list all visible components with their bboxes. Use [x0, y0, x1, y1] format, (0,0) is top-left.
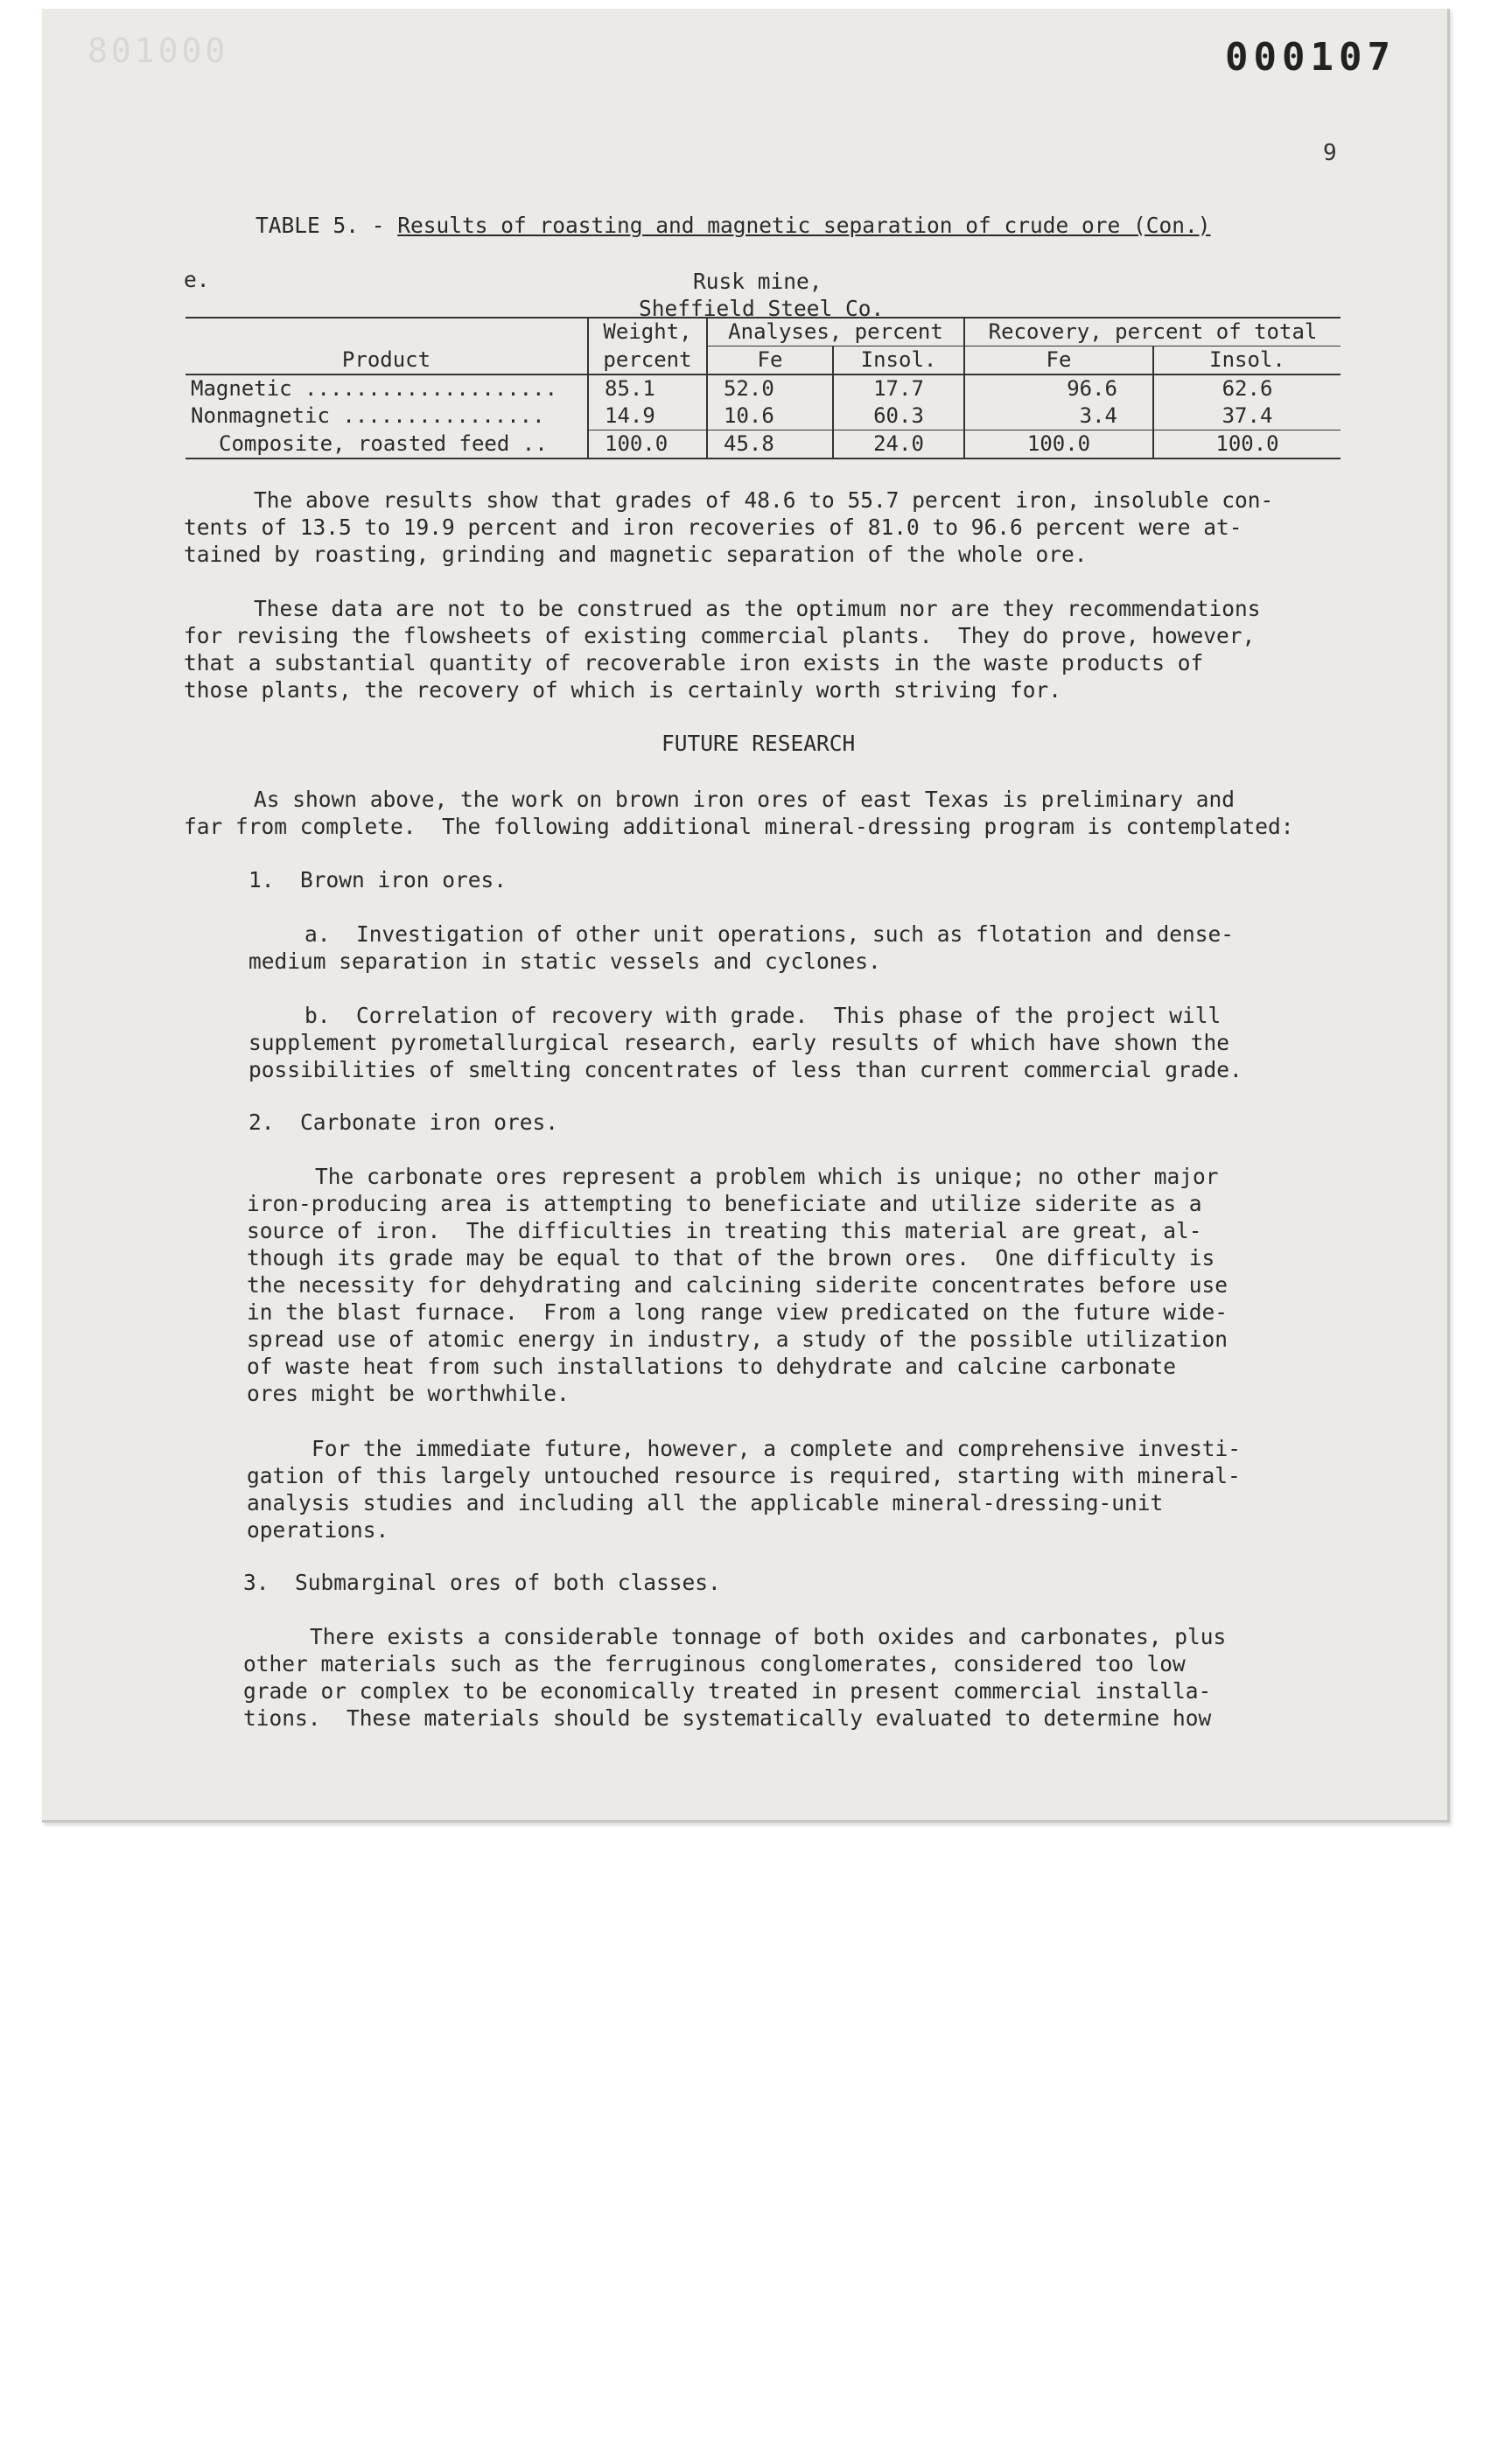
paragraph-carbonate-line4: though its grade may be equal to that of the brown ores. One difficulty is	[247, 1245, 1215, 1270]
col-header-recovery: Recovery, percent of total	[964, 318, 1340, 346]
paragraph-immediate-line3: analysis studies and including all the applicable mineral-dressing-unit	[247, 1490, 1164, 1516]
paragraph-results-line2: tents of 13.5 to 19.9 percent and iron recoveries of 81.0 to 96.6 percent were at-	[184, 514, 1242, 540]
list-item-2: 2. Carbonate iron ores.	[248, 1110, 559, 1135]
row-analyses-insol: 60.3	[833, 402, 964, 430]
list-item-1b-line3: possibilities of smelting concentrates of less than current commercial grade.	[248, 1057, 1242, 1082]
paragraph-carbonate-line5: the necessity for dehydrating and calcining siderite concentrates before use	[247, 1272, 1228, 1298]
col-header-recovery-insol: Insol.	[1153, 346, 1340, 375]
row-recovery-insol: 37.4	[1153, 402, 1340, 430]
paragraph-carbonate-line1: The carbonate ores represent a problem which is unique; no other major	[315, 1164, 1219, 1189]
paragraph-data-line4: those plants, the recovery of which is certainly worth striving for.	[184, 677, 1062, 703]
table-subtitle-line2: Sheffield Steel Co.	[639, 296, 885, 321]
paragraph-immediate-line1: For the immediate future, however, a complete and comprehensive investi-	[312, 1436, 1242, 1461]
paragraph-data-line3: that a substantial quantity of recoverable iron exists in the waste products of	[184, 650, 1204, 676]
row-analyses-fe: 45.8	[707, 430, 833, 459]
paragraph-results-line3: tained by roasting, grinding and magnetic separation of the whole ore.	[184, 542, 1088, 567]
table-caption	[256, 212, 1211, 239]
row-recovery-insol: 100.0	[1153, 430, 1340, 459]
row-analyses-insol: 24.0	[833, 430, 964, 459]
paragraph-submarginal-line4: tions. These materials should be systematically evaluated to determine how	[243, 1705, 1212, 1731]
paragraph-future-line1: As shown above, the work on brown iron ores of east Texas is preliminary and	[254, 787, 1236, 812]
table-caption-prefix: TABLE 5. -	[256, 213, 398, 238]
list-item-1: 1. Brown iron ores.	[248, 867, 508, 892]
row-product: Magnetic ....................	[191, 376, 558, 401]
col-header-weight-top: Weight,	[588, 318, 707, 346]
row-analyses-fe: 52.0	[707, 374, 833, 402]
section-heading: FUTURE RESEARCH	[662, 731, 856, 756]
paragraph-carbonate-line3: source of iron. The difficulties in treating this material are great, al-	[247, 1218, 1202, 1243]
row-weight: 14.9	[588, 402, 707, 430]
row-recovery-fe: 100.0	[964, 430, 1153, 459]
paragraph-carbonate-line8: of waste heat from such installations to dehydrate and calcine carbonate	[247, 1354, 1177, 1379]
row-recovery-fe: 96.6	[964, 374, 1153, 402]
paragraph-immediate-line2: gation of this largely untouched resource is required, starting with mineral-	[247, 1463, 1241, 1488]
paragraph-carbonate-line2: iron-producing area is attempting to beneficiate and utilize siderite as a	[247, 1191, 1202, 1216]
row-product: Composite, roasted feed ..	[219, 430, 548, 456]
col-header-analyses: Analyses, percent	[707, 318, 964, 346]
col-header-weight-bottom: percent	[588, 346, 707, 375]
paragraph-carbonate-line9: ores might be worthwhile.	[247, 1381, 570, 1406]
row-product: Nonmagnetic ................	[191, 403, 545, 429]
paragraph-carbonate-line6: in the blast furnace. From a long range view predicated on the future wide-	[247, 1299, 1228, 1325]
table-section-letter: e.	[184, 267, 210, 292]
row-analyses-fe: 10.6	[707, 402, 833, 430]
col-header-analyses-insol: Insol.	[833, 346, 964, 375]
list-item-3: 3. Submarginal ores of both classes.	[243, 1570, 721, 1595]
page-number: 9	[1323, 140, 1337, 166]
row-weight: 100.0	[588, 430, 707, 459]
document-number: 000107	[1225, 35, 1396, 80]
col-header-product: Product	[186, 318, 588, 374]
results-table	[186, 317, 1340, 459]
table-row	[186, 374, 1340, 402]
row-analyses-insol: 17.7	[833, 374, 964, 402]
table-row	[186, 402, 1340, 430]
list-item-1b-line2: supplement pyrometallurgical research, early results of which have shown the	[248, 1030, 1230, 1055]
table-caption-title: Results of roasting and magnetic separation of crude ore (Con.)	[397, 213, 1211, 238]
col-header-recovery-fe: Fe	[964, 346, 1153, 375]
paragraph-results-line1: The above results show that grades of 48.6 to 55.7 percent iron, insoluble con-	[254, 487, 1274, 513]
paragraph-submarginal-line3: grade or complex to be economically treated in present commercial installa-	[243, 1678, 1212, 1704]
paragraph-submarginal-line1: There exists a considerable tonnage of both oxides and carbonates, plus	[310, 1624, 1227, 1649]
list-item-1a-line1: a. Investigation of other unit operations, such as flotation and dense-	[304, 921, 1235, 947]
table-row	[186, 430, 1340, 459]
paragraph-immediate-line4: operations.	[247, 1517, 389, 1543]
paragraph-data-line2: for revising the flowsheets of existing commercial plants. They do prove, however,	[184, 623, 1256, 648]
paragraph-submarginal-line2: other materials such as the ferruginous conglomerates, considered too low	[243, 1651, 1186, 1676]
ghost-stamp: 801000	[88, 32, 229, 70]
list-item-1a-line2: medium separation in static vessels and cyclones.	[248, 948, 881, 974]
paragraph-carbonate-line7: spread use of atomic energy in industry, a study of the possible utilization	[247, 1326, 1228, 1352]
paragraph-data-line1: These data are not to be construed as the optimum nor are they recommendations	[254, 596, 1261, 621]
row-weight: 85.1	[588, 374, 707, 402]
list-item-1b-line1: b. Correlation of recovery with grade. This phase of the project will	[304, 1003, 1222, 1028]
paragraph-future-line2: far from complete. The following additional mineral-dressing program is contemplated:	[184, 814, 1294, 839]
table-subtitle-line1: Rusk mine,	[693, 269, 822, 294]
col-header-analyses-fe: Fe	[707, 346, 833, 375]
row-recovery-insol: 62.6	[1153, 374, 1340, 402]
row-recovery-fe: 3.4	[964, 402, 1153, 430]
